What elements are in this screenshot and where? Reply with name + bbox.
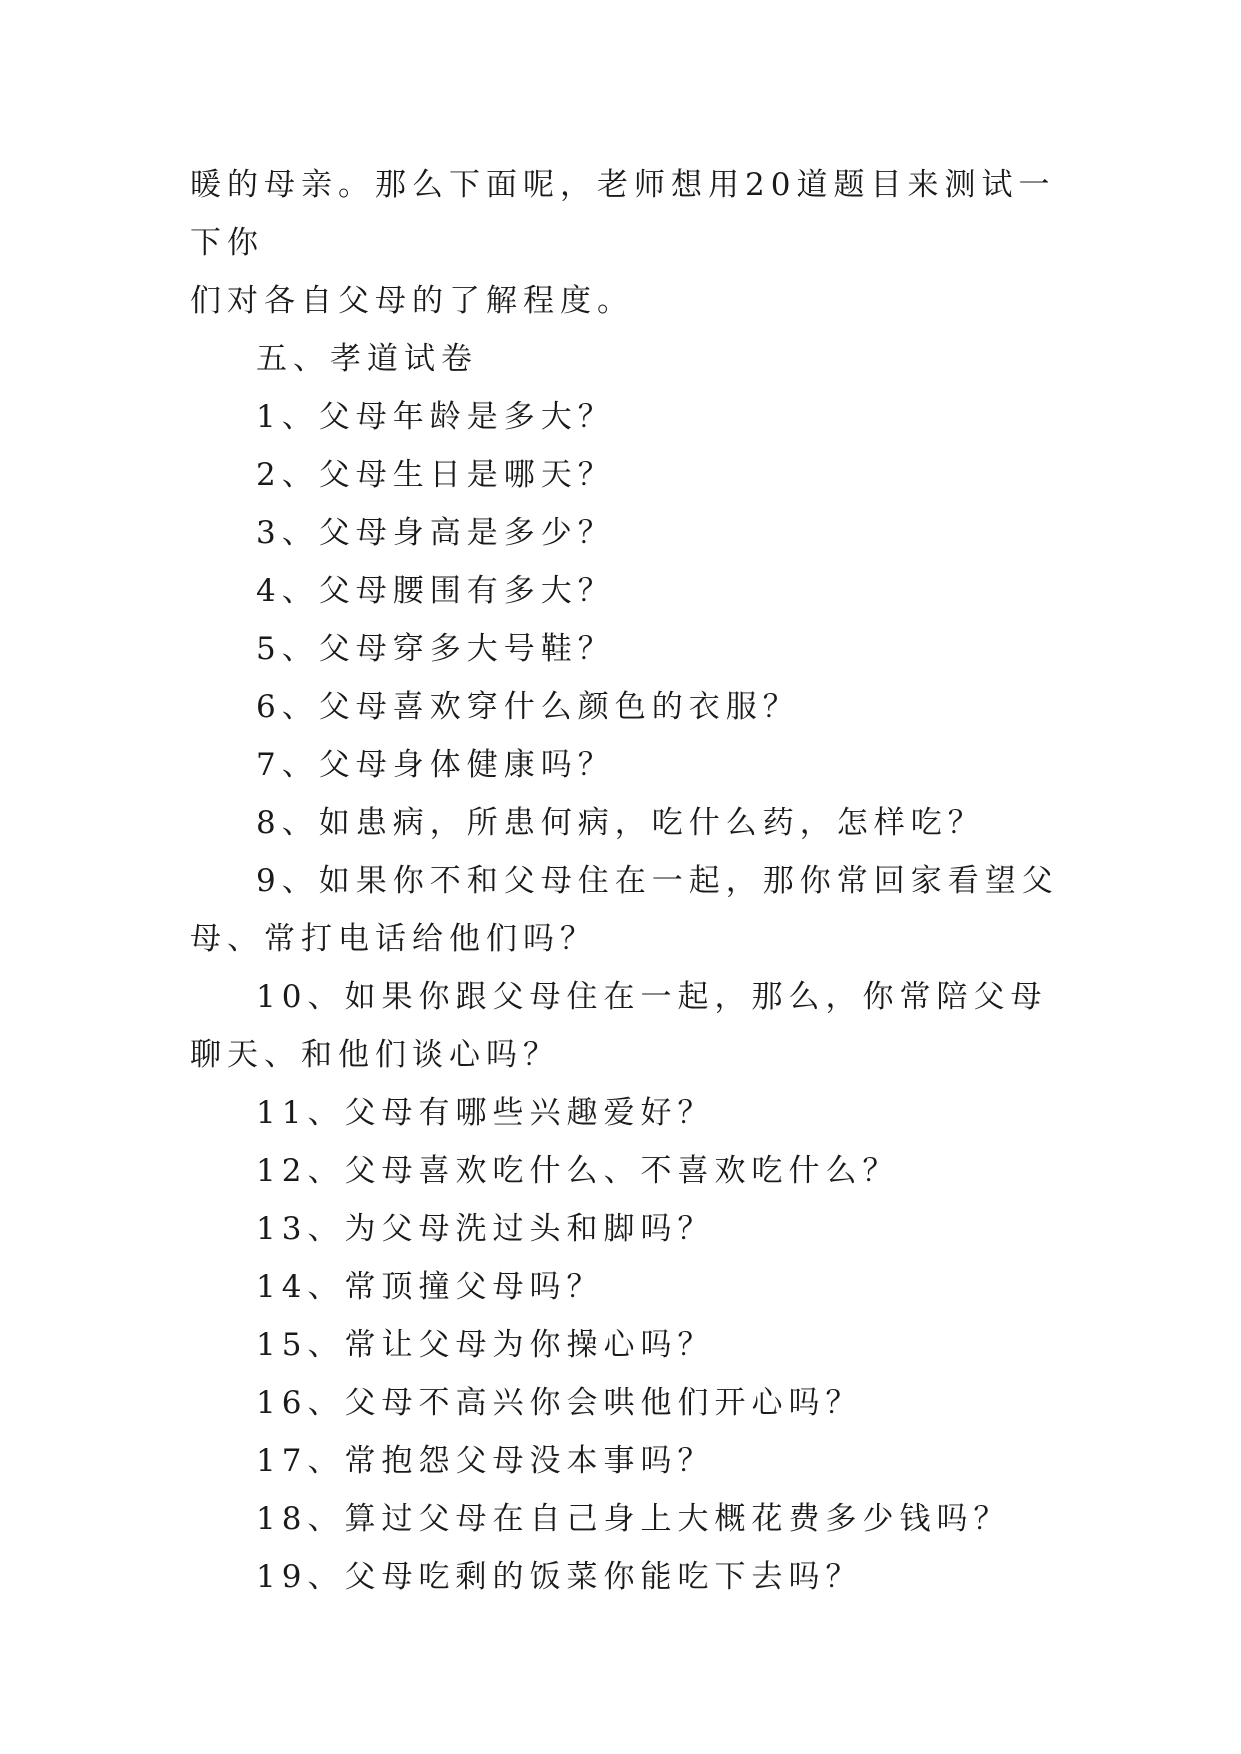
intro-line-1: 暖的母亲。那么下面呢，老师想用20道题目来测试一下你 (190, 167, 1056, 261)
question-item: 9、如果你不和父母住在一起，那你常回家看望父母、常打电话给他们吗？ (190, 863, 1059, 957)
question-item: 16、父母不高兴你会哄他们开心吗？ (256, 1385, 863, 1421)
question-item: 1、父母年龄是多大？ (256, 399, 615, 435)
section-heading: 五、孝道试卷 (256, 341, 478, 377)
question-item: 8、如患病，所患何病，吃什么药，怎样吃？ (256, 805, 985, 841)
question-item: 4、父母腰围有多大？ (256, 573, 615, 609)
question-item: 5、父母穿多大号鞋？ (256, 631, 615, 667)
question-item: 17、常抱怨父母没本事吗？ (256, 1443, 715, 1479)
question-item: 14、常顶撞父母吗？ (256, 1269, 604, 1305)
question-item: 18、算过父母在自己身上大概花费多少钱吗？ (256, 1501, 1011, 1537)
question-item: 10、如果你跟父母住在一起，那么，你常陪父母聊天、和他们谈心吗？ (190, 979, 1048, 1073)
question-item: 7、父母身体健康吗？ (256, 747, 615, 783)
question-item: 6、父母喜欢穿什么颜色的衣服？ (256, 689, 800, 725)
question-item: 19、父母吃剩的饭菜你能吃下去吗？ (256, 1559, 863, 1595)
question-item: 11、父母有哪些兴趣爱好？ (256, 1095, 715, 1131)
document-body (190, 156, 1075, 1606)
question-item: 2、父母生日是哪天？ (256, 457, 615, 493)
question-item: 15、常让父母为你操心吗？ (256, 1327, 715, 1363)
question-item: 13、为父母洗过头和脚吗？ (256, 1211, 715, 1247)
intro-line-2: 们对各自父母的了解程度。 (190, 283, 634, 319)
question-item: 12、父母喜欢吃什么、不喜欢吃什么？ (256, 1153, 900, 1189)
question-item: 3、父母身高是多少？ (256, 515, 615, 551)
